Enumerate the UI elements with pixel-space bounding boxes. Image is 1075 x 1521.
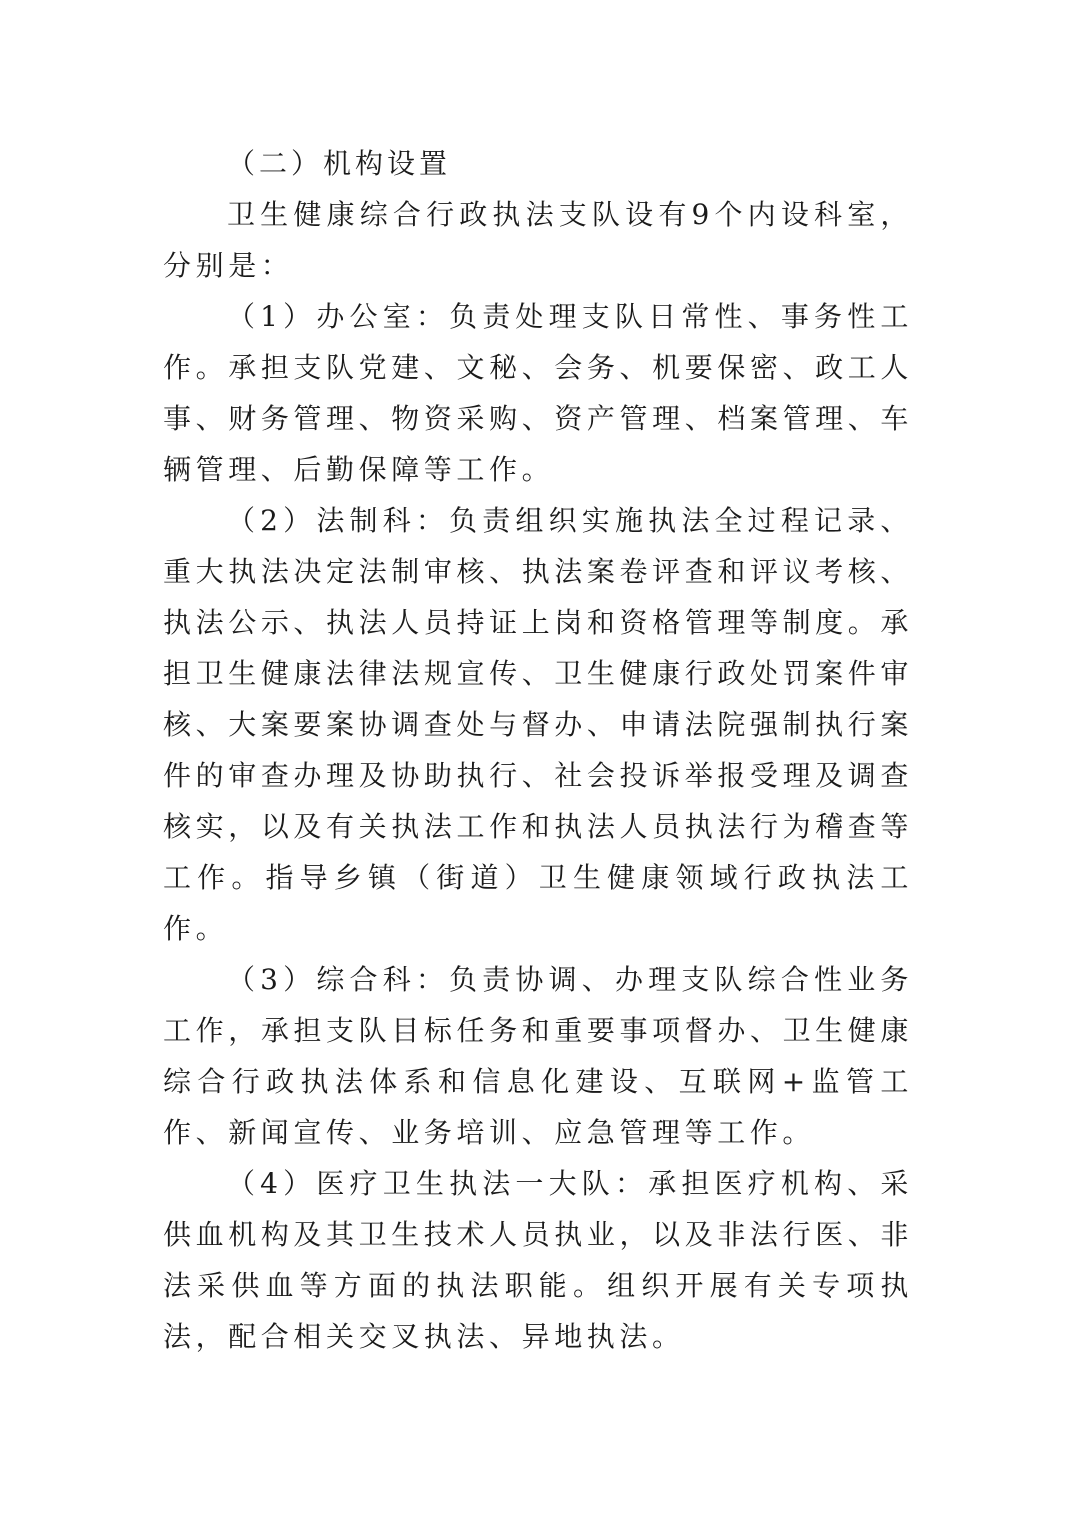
general-section-paragraph: （3）综合科：负责协调、办理支队综合性业务工作，承担支队目标任务和重要事项督办、卫生健康综合行政执法体系和信息化建设、互联网+监管工作、新闻宣传、业务培训、应急管理等工作。 xyxy=(163,963,913,1149)
legal-section-paragraph: （2）法制科：负责组织实施执法全过程记录、重大执法决定法制审核、执法案卷评查和评议考核、执法公示、执法人员持证上岗和资格管理等制度。承担卫生健康法律法规宣传、卫生健康行政处罚案件审核、大案要案协调查处与督办、申请法院强制执行案件的审查办理及协助执行、社会投诉举报受理及调查核实，以及有关执法工作和执法人员执法行为稽查等工作。指导乡镇（街道）卫生健康领域行政执法工作。 xyxy=(163,504,913,945)
intro-paragraph: 卫生健康综合行政执法支队设有9个内设科室，分别是： xyxy=(163,198,913,282)
office-paragraph: （1）办公室：负责处理支队日常性、事务性工作。承担支队党建、文秘、会务、机要保密、政工人事、财务管理、物资采购、资产管理、档案管理、车辆管理、后勤保障等工作。 xyxy=(163,300,913,486)
document-page xyxy=(163,138,913,1362)
medical-brigade-paragraph: （4）医疗卫生执法一大队：承担医疗机构、采供血机构及其卫生技术人员执业，以及非法行医、非法采供血等方面的执法职能。组织开展有关专项执法，配合相关交叉执法、异地执法。 xyxy=(163,1167,913,1353)
section-heading: （二）机构设置 xyxy=(227,147,452,180)
